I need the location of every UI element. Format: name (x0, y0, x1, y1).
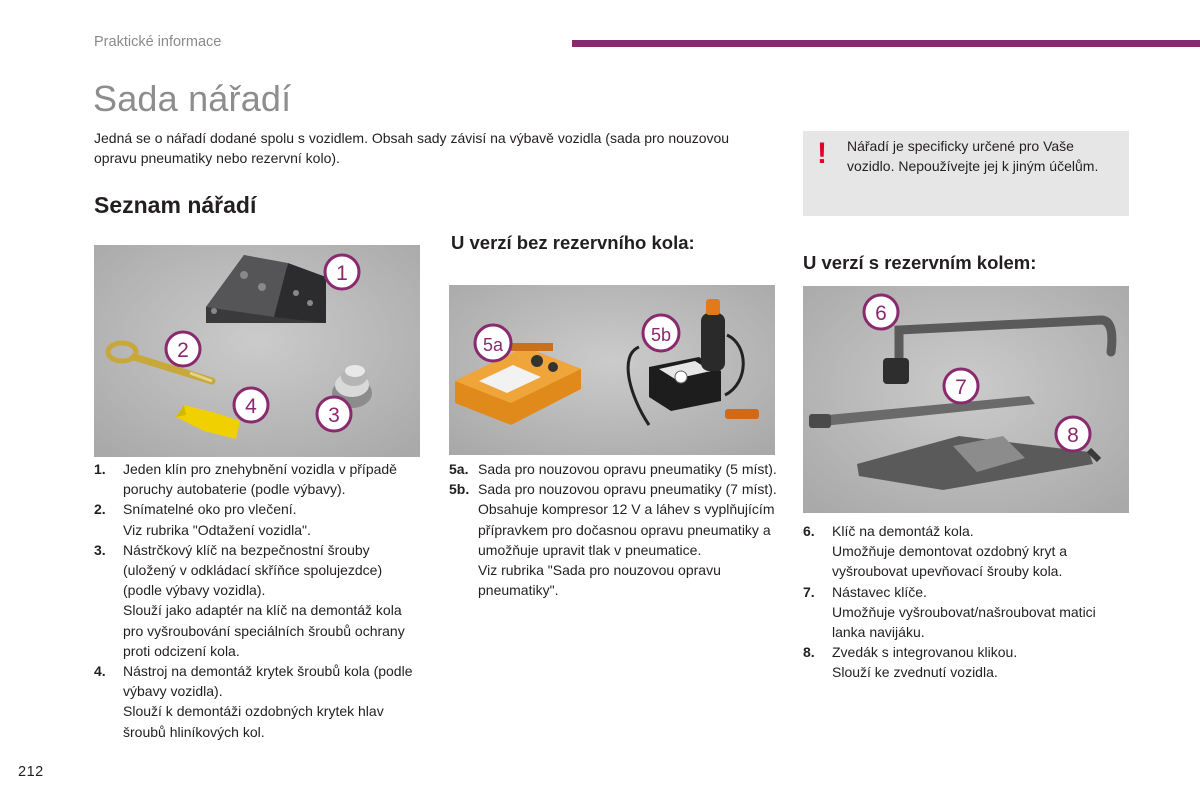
list-item-subtext: Obsahuje kompresor 12 V a láhev s vyplňujícím přípravkem pro dočasnou opravu pneumatiky a umožňuje upravit tlak v pneumatice. (478, 501, 775, 558)
spare-wheel-tools-photo (803, 286, 1129, 513)
list-item-number: 6. (803, 523, 815, 539)
badge-6 (864, 295, 898, 329)
list-item-text: Snímatelné oko pro vlečení. (123, 501, 297, 518)
warning-text: Nářadí je specificky určené pro Vaše vozidlo. Nepoužívejte jej k jiným účelům. (847, 138, 1099, 174)
badge-4-label: 4 (245, 395, 257, 418)
list-item (94, 661, 424, 742)
list-item (449, 479, 779, 600)
list-item (94, 459, 424, 499)
list-item-text: Klíč na demontáž kola. (832, 523, 974, 539)
badge-4 (234, 388, 268, 422)
badge-5b (643, 315, 679, 351)
repair-kit-illustration (449, 285, 775, 455)
warning-box (803, 131, 1129, 216)
badge-5b-label: 5b (650, 325, 672, 345)
tools-1-4-illustration (94, 245, 420, 457)
list-item-subtext: Umožňuje vyšroubovat/našroubovat matici lanka navijáku. (832, 603, 1096, 641)
repair-kit-photo (449, 285, 775, 455)
list-item (803, 521, 1133, 582)
list-item-subtext: Umožňuje demontovat ozdobný kryt a vyšroubovat upevňovací šrouby kola. (832, 543, 1068, 580)
section-label: Praktické informace (94, 34, 222, 50)
tool-list-6-8 (803, 521, 1133, 683)
warning-exclamation-icon: ! (817, 137, 827, 170)
list-item-subtext: Viz rubrika "Odtažení vozidla". (123, 521, 311, 538)
badge-3-label: 3 (328, 404, 340, 427)
list-item-subtext: Viz rubrika "Sada pro nouzovou opravu pneumatiky". (478, 562, 721, 599)
badge-8 (1056, 417, 1090, 451)
badge-3 (317, 397, 351, 431)
list-item-number: 5a. (449, 461, 469, 477)
list-item-text: Sada pro nouzovou opravu pneumatiky (7 míst). (478, 481, 777, 498)
intro-paragraph: Jedná se o nářadí dodané spolu s vozidlem. Obsah sady závisí na výbavě vozidla (sada pro nouzovou opravu pneumatiky nebo rezervní kolo). (94, 130, 730, 166)
list-item-text: Jeden klín pro znehybnění vozidla v případě poruchy autobaterie (podle výbavy). (123, 461, 397, 498)
no-spare-wheel-heading: U verzí bez rezervního kola: (451, 232, 695, 253)
spare-wheel-heading: U verzí s rezervním kolem: (803, 252, 1037, 273)
list-item-number: 3. (94, 541, 106, 558)
page-number: 212 (18, 764, 44, 780)
badge-1-label: 1 (336, 262, 348, 285)
list-item-text: Nástrčkový klíč na bezpečnostní šrouby (uložený v odkládací skříňce spolujezdce) (podle výbavy vozidla). (123, 541, 383, 599)
page-title: Sada nářadí (93, 78, 292, 119)
list-item (94, 499, 424, 539)
badge-6-label: 6 (875, 302, 887, 325)
badge-7 (944, 369, 978, 403)
badge-2-label: 2 (177, 339, 189, 362)
list-item-text: Nástavec klíče. (832, 583, 927, 600)
list-item-text: Zvedák s integrovanou klikou. (832, 644, 1018, 661)
list-item-subtext: Slouží jako adaptér na klíč na demontáž kola pro vyšroubování speciálních šroubů ochrany proti odcizení kola. (123, 602, 405, 659)
section-accent-bar (572, 40, 1200, 47)
list-item (94, 540, 424, 661)
tool-list-5 (449, 459, 779, 600)
badge-5a-label: 5a (482, 335, 504, 355)
list-item-subtext: Slouží ke zvednutí vozidla. (832, 664, 998, 681)
list-item-text: Sada pro nouzovou opravu pneumatiky (5 míst). (478, 461, 777, 477)
list-item-number: 7. (803, 583, 815, 600)
badge-1 (325, 255, 359, 289)
list-item-text: Nástroj na demontáž krytek šroubů kola (podle výbavy vozidla). (123, 663, 413, 700)
list-item (449, 459, 779, 479)
list-item-number: 5b. (449, 481, 470, 498)
list-item (803, 642, 1133, 682)
badge-8-label: 8 (1067, 424, 1079, 447)
list-item-number: 2. (94, 501, 106, 518)
list-item-subtext: Slouží k demontáži ozdobných krytek hlav šroubů hliníkových kol. (123, 703, 384, 740)
badge-7-label: 7 (955, 376, 967, 399)
list-item (803, 582, 1133, 643)
tool-list-1-4 (94, 459, 424, 742)
tools-photo-1-4 (94, 245, 420, 457)
badge-5a (475, 325, 511, 361)
tools-6-8-illustration (803, 286, 1129, 513)
list-item-number: 1. (94, 461, 106, 477)
tools-heading: Seznam nářadí (94, 192, 257, 218)
list-item-number: 4. (94, 663, 106, 680)
badge-2 (166, 332, 200, 366)
list-item-number: 8. (803, 644, 815, 661)
